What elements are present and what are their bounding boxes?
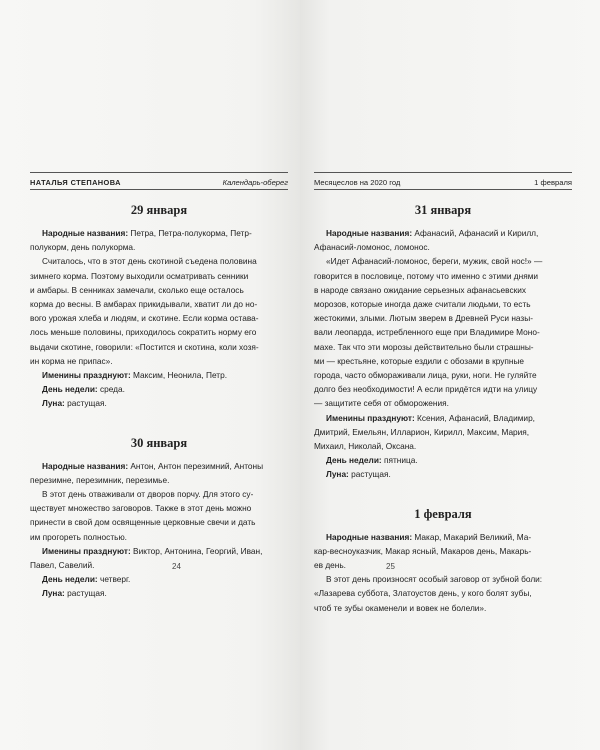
weekday: День недели: пятница. xyxy=(326,455,418,466)
header-date: 1 февраля xyxy=(534,178,572,187)
body-line: жестокими, злыми. Лютым зверем в Древней Руси назы- xyxy=(314,313,533,324)
right-page xyxy=(300,0,600,750)
folk-names: Народные названия: Антон, Антон перезимний, Антоны xyxy=(42,460,264,471)
weekday: День недели: четверг. xyxy=(42,574,131,585)
moon-phase: Луна: растущая. xyxy=(42,588,107,599)
folk-names-cont: перезимне, перезимник, перезимье. xyxy=(30,474,170,485)
folk-names: Народные названия: Макар, Макарий Великий, Ма- xyxy=(326,531,532,542)
body-line: лось меньше половины, приходилось сократить норму его xyxy=(30,327,257,338)
body-line: долго без необходимости! А если придётся идти на улицу xyxy=(314,384,538,395)
body-line: В этот день произносят особый заговор от зубной боли: xyxy=(326,574,543,585)
body-line: города, часто обмораживали лица, руки, ноги. Не гуляйте xyxy=(314,370,537,381)
name-days: Именины празднуют: Виктор, Антонина, Георгий, Иван, xyxy=(42,545,263,556)
body-line: корма до весны. В амбарах прикидывали, хватит ли до но- xyxy=(30,299,258,310)
page-content xyxy=(30,196,288,601)
name-days: Именины празднуют: Максим, Неонила, Петр. xyxy=(42,370,228,381)
folk-names: Народные названия: Афанасий, Афанасий и Кирилл, xyxy=(326,228,539,238)
body-line: ин корма не припас». xyxy=(30,355,113,366)
body-line: «Лазарева суббота, Златоустов день, у кого болят зубы, xyxy=(314,588,532,599)
section-title: 30 января xyxy=(130,435,188,450)
name-days: Именины празднуют: Ксения, Афанасий, Владимир, xyxy=(326,412,535,423)
body-line: «Идет Афанасий-ломонос, береги, мужик, свой нос!» — xyxy=(326,256,543,267)
body-line: им прогореть полностью. xyxy=(30,531,127,542)
name-days-cont: Павел, Савелий. xyxy=(30,560,95,571)
body-line: — защитите себя от обморожения. xyxy=(314,398,449,409)
name-days-cont: Михаил, Николай, Оксана. xyxy=(314,441,417,452)
body-line: ми — крестьяне, которые ездили с обозами в крупные xyxy=(314,355,525,366)
body-line: принести в свой дом освященные церковные свечи и дать xyxy=(30,517,256,528)
body-line: чтоб те зубы окаменели и вовек не болели». xyxy=(314,602,487,613)
folk-names-cont: полукорм, день полукорма. xyxy=(30,242,136,253)
moon-phase: Луна: растущая. xyxy=(326,469,391,480)
body-line: и амбары. В сенниках замечали, сколько еще осталось xyxy=(30,284,244,295)
section-title: 29 января xyxy=(130,203,188,217)
running-header xyxy=(30,173,288,187)
body-line: вали леопарда, истребленного еще при Владимире Моно- xyxy=(314,327,540,338)
header-rule-bottom xyxy=(30,189,288,190)
section-title: 1 февраля xyxy=(414,506,472,521)
body-line: махе. Так что эти морозы действительно были страшны- xyxy=(314,341,534,352)
body-line: морозов, которые иногда даже считали людьми, то есть xyxy=(314,299,531,310)
body-line: Считалось, что в этот день скотиной съедена половина xyxy=(42,256,257,267)
header-book-title: Календарь-оберег xyxy=(222,178,288,187)
body-line: говорится в пословице, потому что именно с этими днями xyxy=(314,270,539,281)
header-book-title: Месяцеслов на 2020 год xyxy=(314,178,401,187)
moon-phase: Луна: растущая. xyxy=(42,398,107,409)
header-author: НАТАЛЬЯ СТЕПАНОВА xyxy=(30,178,121,187)
section-title: 31 января xyxy=(414,203,472,217)
page-number: 24 xyxy=(172,562,181,571)
folk-names: Народные названия: Петра, Петра-полукорма, Петр- xyxy=(42,228,252,238)
name-days-cont: Дмитрий, Емельян, Илларион, Кирилл, Максим, Мария, xyxy=(314,426,530,437)
page-content xyxy=(314,196,572,615)
header-rule-bottom xyxy=(314,189,572,190)
body-line: выдачи скотине, говорили: «Постится и скотина, коли хозя- xyxy=(30,341,259,352)
body-line: в народе связано ожидание серьезных афанасьевских xyxy=(314,284,527,295)
body-line: ществует множество заговоров. Также в этот день можно xyxy=(30,503,252,514)
folk-names-cont: Афанасий-ломонос, ломонос. xyxy=(314,242,430,253)
weekday: День недели: среда. xyxy=(42,384,125,395)
body-line: вого урожая хлеба и людям, и скотине. Если корма остава- xyxy=(30,313,259,324)
folk-names-cont: ев день. xyxy=(314,560,346,571)
running-header xyxy=(314,173,572,187)
folk-names-cont: кар-весноуказчик, Макар ясный, Макаров день, Макарь- xyxy=(314,545,532,556)
page-number: 25 xyxy=(386,562,395,571)
body-line: зимнего корма. Поэтому выходили осматривать сенники xyxy=(30,270,249,281)
body-line: В этот день отваживали от дворов порчу. Для этого су- xyxy=(42,489,254,500)
